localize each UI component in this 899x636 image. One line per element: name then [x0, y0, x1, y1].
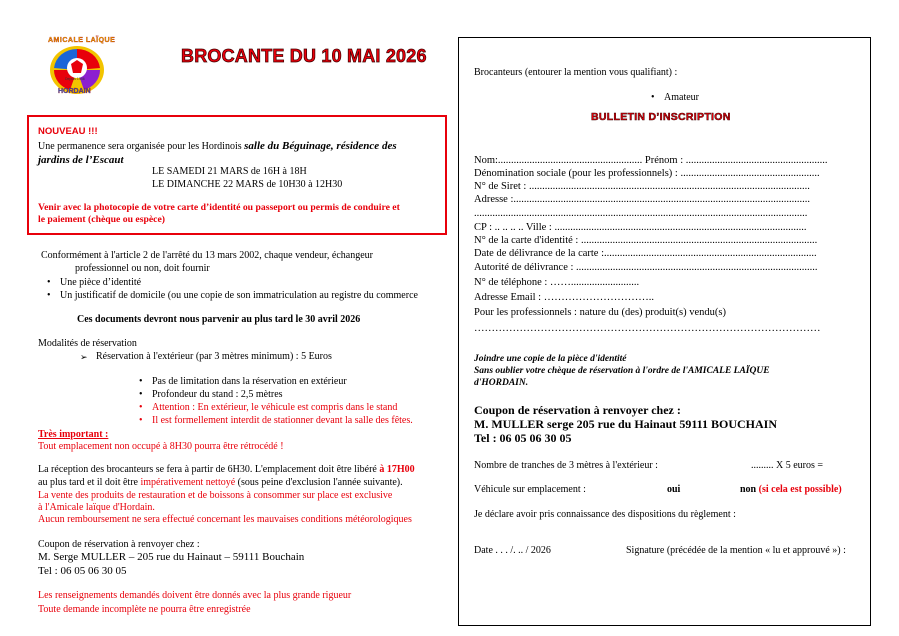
deadline-text: Ces documents devront nous parvenir au plus tard le 30 avril 2026 [77, 314, 361, 325]
reservation-item: ➢ Réservation à l'extérieur (par 3 mètres minimum) : 5 Euros [96, 351, 332, 363]
reception2-b: impérativement nettoyé [140, 477, 236, 488]
reception-line1 [38, 464, 415, 476]
refund-line: Aucun remboursement ne sera effectué concernant les mauvaises conditions météorologiques [38, 514, 412, 525]
vehicule-non[interactable]: non [740, 484, 757, 495]
rule-item: • Pas de limitation dans la réservation en extérieur [152, 376, 347, 388]
notice-line1-b: salle du Béguinage, résidence des [244, 140, 397, 152]
sale-line2: à l'Amicale laïque d'Hordain. [38, 502, 155, 513]
logo-top-text: AMICALE LAÏQUE [48, 37, 116, 44]
date-field[interactable]: Date . . . /. .. / 2026 [474, 545, 551, 556]
brocanteurs-label: Brocanteurs (entourer la mention vous qualifiant) : [474, 67, 678, 78]
join-line2: Sans oublier votre chèque de réservation à l'ordre de l'AMICALE LAÏQUE [474, 366, 770, 376]
field-telephone[interactable]: N° de téléphone : …….......................... [474, 277, 640, 288]
field-denomination[interactable]: Dénomination sociale (pour les professionnels) : ..................................................... [474, 168, 820, 179]
conformity-line2: professionnel ou non, doit fournir [75, 263, 210, 274]
notice-date1: LE SAMEDI 21 MARS de 16H à 18H [152, 166, 307, 177]
conformity-line1: Conformément à l'article 2 de l'arrêté du 13 mars 2002, chaque vendeur, échangeur [41, 250, 373, 261]
field-siret[interactable]: N° de Siret : ........................................................................................................... [474, 181, 810, 192]
field-adresse-cont[interactable]: ............................................................................................................................... [474, 208, 808, 219]
join-line1: Joindre une copie de la pièce d'identité [474, 354, 627, 364]
rule-item: • Profondeur du stand : 2,5 mètres [152, 389, 283, 401]
field-email[interactable]: Adresse Email : ………………………….. [474, 292, 654, 303]
notice-line2: jardins de l’Escaut [38, 154, 124, 166]
rule-item-red: • Il est formellement interdit de stationner devant la salle des fêtes. [152, 415, 413, 427]
field-cp-ville[interactable]: CP : .. .. .. .. Ville : ................................................................................................ [474, 222, 807, 233]
coupon-label: Coupon de réservation à renvoyer chez : [38, 539, 200, 550]
vehicule-non-wrap [740, 484, 842, 496]
notice-warning1: Venir avec la photocopie de votre carte d’identité ou passeport ou permis de conduire et [38, 202, 400, 213]
signature-label: Signature (précédée de la mention « lu et approuvé ») : [626, 545, 846, 556]
field-carte-identite[interactable]: N° de la carte d'identité : .......................................................................................... [474, 235, 818, 246]
info-line2: Toute demande incomplète ne pourra être enregistrée [38, 604, 251, 615]
form-coupon-line2: M. MULLER serge 205 rue du Hainaut 59111 BOUCHAIN [474, 417, 778, 431]
info-line1: Les renseignements demandés doivent être donnés avec la plus grande rigueur [38, 590, 352, 601]
tranches-label: Nombre de tranches de 3 mètres à l'extérieur : [474, 460, 658, 471]
logo-sub-text: Depuis 1946 [65, 77, 85, 81]
declare-text: Je déclare avoir pris connaissance des dispositions du règlement : [474, 509, 736, 520]
field-produits-line[interactable]: ……………………………………………………………………………………… [474, 323, 821, 334]
sale-line1: La vente des produits de restauration et de boissons à consommer sur place est exclusive [38, 490, 393, 501]
reception2-c: (sous peine d'exclusion l'année suivante). [235, 477, 403, 488]
logo-bottom-text: HORDAIN [58, 88, 91, 95]
doc-item: • Un justificatif de domicile (ou une copie de son immatriculation au registre du commerce [60, 290, 418, 302]
field-date-delivrance[interactable]: Date de délivrance de la carte :................................................................................. [474, 248, 817, 259]
notice-date2: LE DIMANCHE 22 MARS de 10H30 à 12H30 [152, 179, 343, 190]
page-title: BROCANTE DU 10 MAI 2026 [181, 46, 427, 66]
form-coupon-line3: Tel : 06 05 06 30 05 [474, 431, 572, 445]
important-text: Tout emplacement non occupé à 8H30 pourra être rétrocédé ! [38, 441, 284, 452]
field-nom-prenom[interactable]: Nom:....................................................... Prénom : ...................................................... [474, 155, 828, 166]
coupon-tel: Tel : 06 05 06 30 05 [38, 565, 127, 577]
reception1-a: La réception des brocanteurs se fera à partir de 6H30. L'emplacement doit être libéré [38, 464, 380, 475]
notice-line1 [38, 140, 397, 153]
bulletin-title: BULLETIN D’INSCRIPTION [591, 111, 731, 123]
vehicule-non-note: (si cela est possible) [758, 484, 842, 495]
important-title: Très important : [38, 429, 109, 440]
field-adresse[interactable]: Adresse :................................................................................................................. [474, 194, 810, 205]
field-autorite[interactable]: Autorité de délivrance : ............................................................................................ [474, 262, 818, 273]
reception-line2 [38, 477, 403, 489]
rule-item-red: • Attention : En extérieur, le véhicule est compris dans le stand [152, 402, 397, 414]
coupon-address: M. Serge MULLER – 205 rue du Hainaut – 59111 Bouchain [38, 551, 305, 563]
field-produits: Pour les professionnels : nature du (des) produit(s) vendu(s) [474, 307, 726, 318]
option-amateur[interactable]: • Amateur [664, 92, 699, 104]
vehicule-label: Véhicule sur emplacement : [474, 484, 586, 495]
notice-warning2: le paiement (chèque ou espèce) [38, 214, 165, 225]
reception1-b: à 17H00 [379, 464, 415, 475]
vehicule-oui[interactable]: oui [667, 484, 681, 495]
modalites-heading: Modalités de réservation [38, 338, 137, 349]
form-coupon-line1: Coupon de réservation à renvoyer chez : [474, 403, 681, 417]
reception2-a: au plus tard et il doit être [38, 477, 141, 488]
notice-heading: NOUVEAU !!! [38, 126, 98, 137]
doc-item: • Une pièce d’identité [60, 277, 141, 289]
notice-line1-a: Une permanence sera organisée pour les Hordinois [38, 141, 245, 152]
join-line3: d'HORDAIN. [474, 378, 529, 388]
tranches-value[interactable]: ......... X 5 euros = [751, 460, 824, 471]
